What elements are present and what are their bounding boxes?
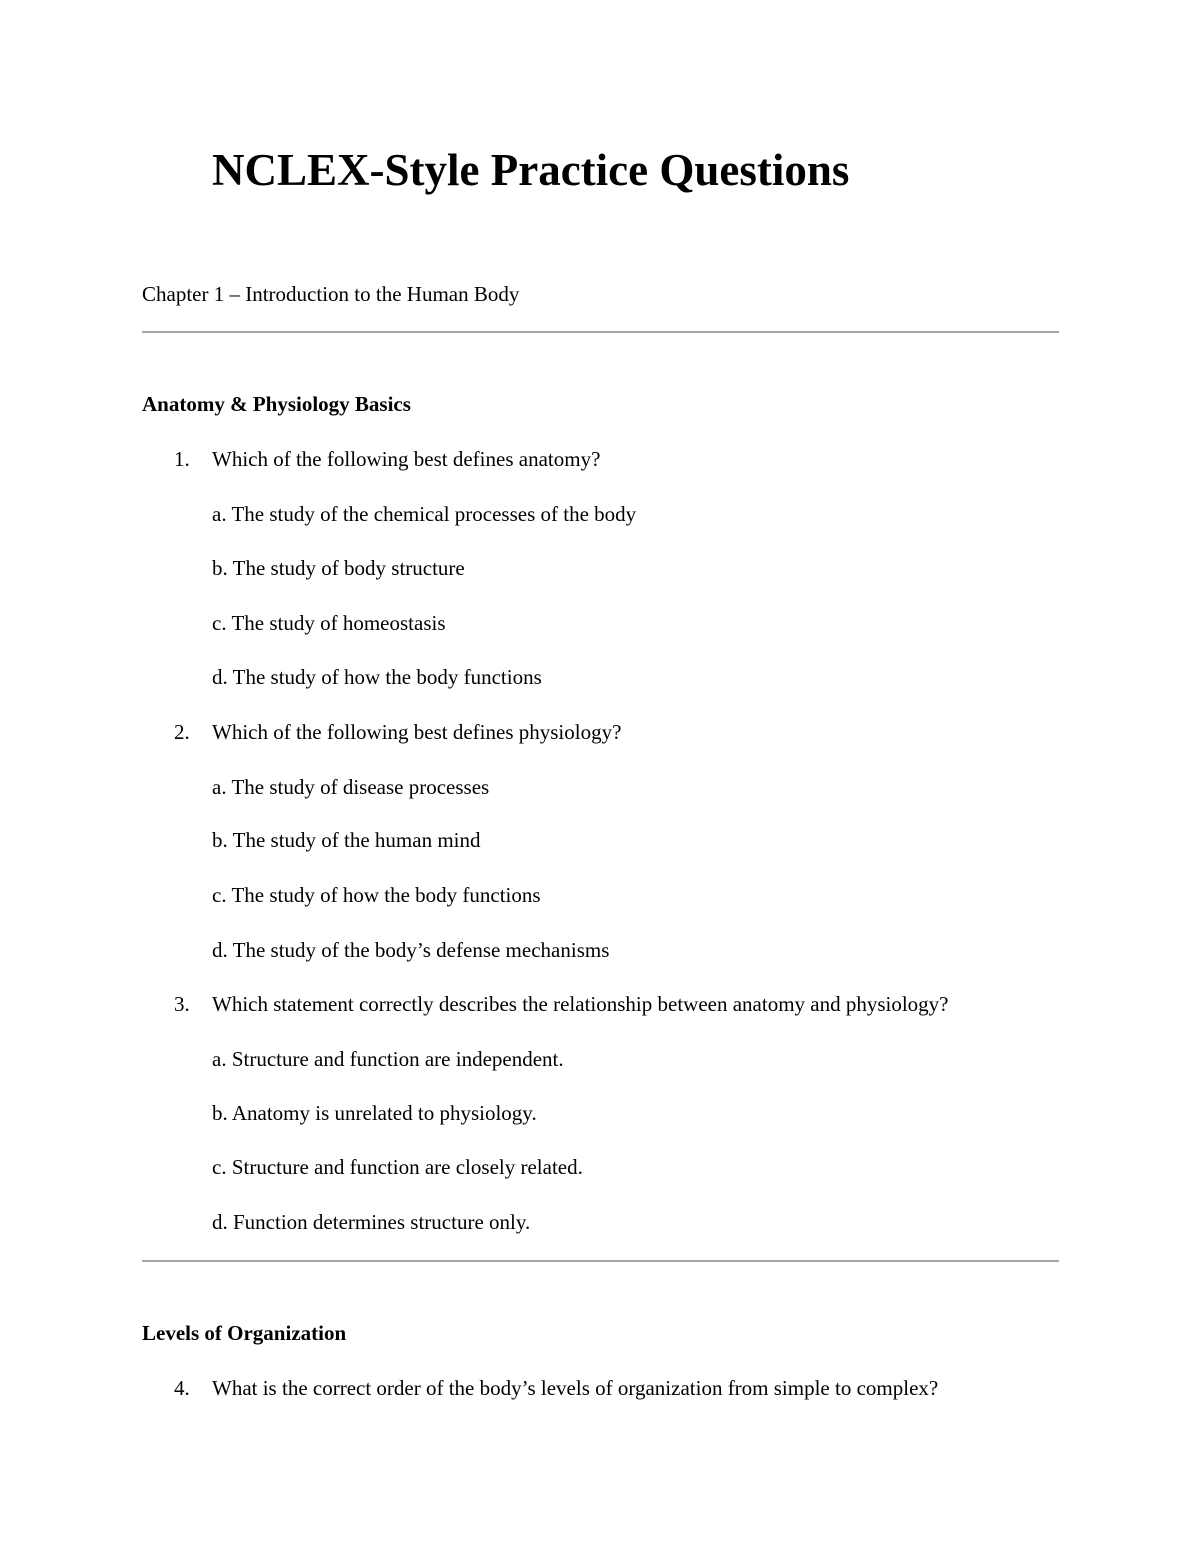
question-number: 3. bbox=[174, 992, 190, 1016]
question-text: Which statement correctly describes the relationship between anatomy and physiology? bbox=[212, 992, 949, 1016]
horizontal-divider bbox=[142, 331, 1059, 333]
question-1-option-a: a. The study of the chemical processes of the body bbox=[212, 502, 637, 526]
question-2-option-d: d. The study of the body’s defense mechanisms bbox=[212, 938, 610, 962]
question-1-option-d: d. The study of how the body functions bbox=[212, 665, 542, 689]
page-title: NCLEX-Style Practice Questions bbox=[212, 145, 850, 195]
question-3-option-a: a. Structure and function are independent. bbox=[212, 1047, 564, 1071]
question-number: 1. bbox=[174, 447, 190, 471]
question-3-option-b: b. Anatomy is unrelated to physiology. bbox=[212, 1101, 537, 1125]
chapter-subtitle: Chapter 1 – Introduction to the Human Body bbox=[142, 282, 520, 306]
horizontal-divider bbox=[142, 1260, 1059, 1262]
section-heading-levels-of-organization: Levels of Organization bbox=[142, 1321, 347, 1345]
question-1-option-b: b. The study of body structure bbox=[212, 556, 465, 580]
question-3-option-c: c. Structure and function are closely related. bbox=[212, 1155, 583, 1179]
question-text: Which of the following best defines anatomy? bbox=[212, 447, 601, 471]
question-number: 2. bbox=[174, 720, 190, 744]
question-number: 4. bbox=[174, 1376, 190, 1400]
question-text: Which of the following best defines physiology? bbox=[212, 720, 622, 744]
question-2-option-c: c. The study of how the body functions bbox=[212, 883, 541, 907]
question-3-option-d: d. Function determines structure only. bbox=[212, 1210, 531, 1234]
question-2-option-b: b. The study of the human mind bbox=[212, 828, 481, 852]
question-2-option-a: a. The study of disease processes bbox=[212, 775, 490, 799]
question-1-option-c: c. The study of homeostasis bbox=[212, 611, 446, 635]
section-heading-anatomy-physiology-basics: Anatomy & Physiology Basics bbox=[142, 392, 411, 416]
question-text: What is the correct order of the body’s levels of organization from simple to complex? bbox=[212, 1376, 939, 1400]
